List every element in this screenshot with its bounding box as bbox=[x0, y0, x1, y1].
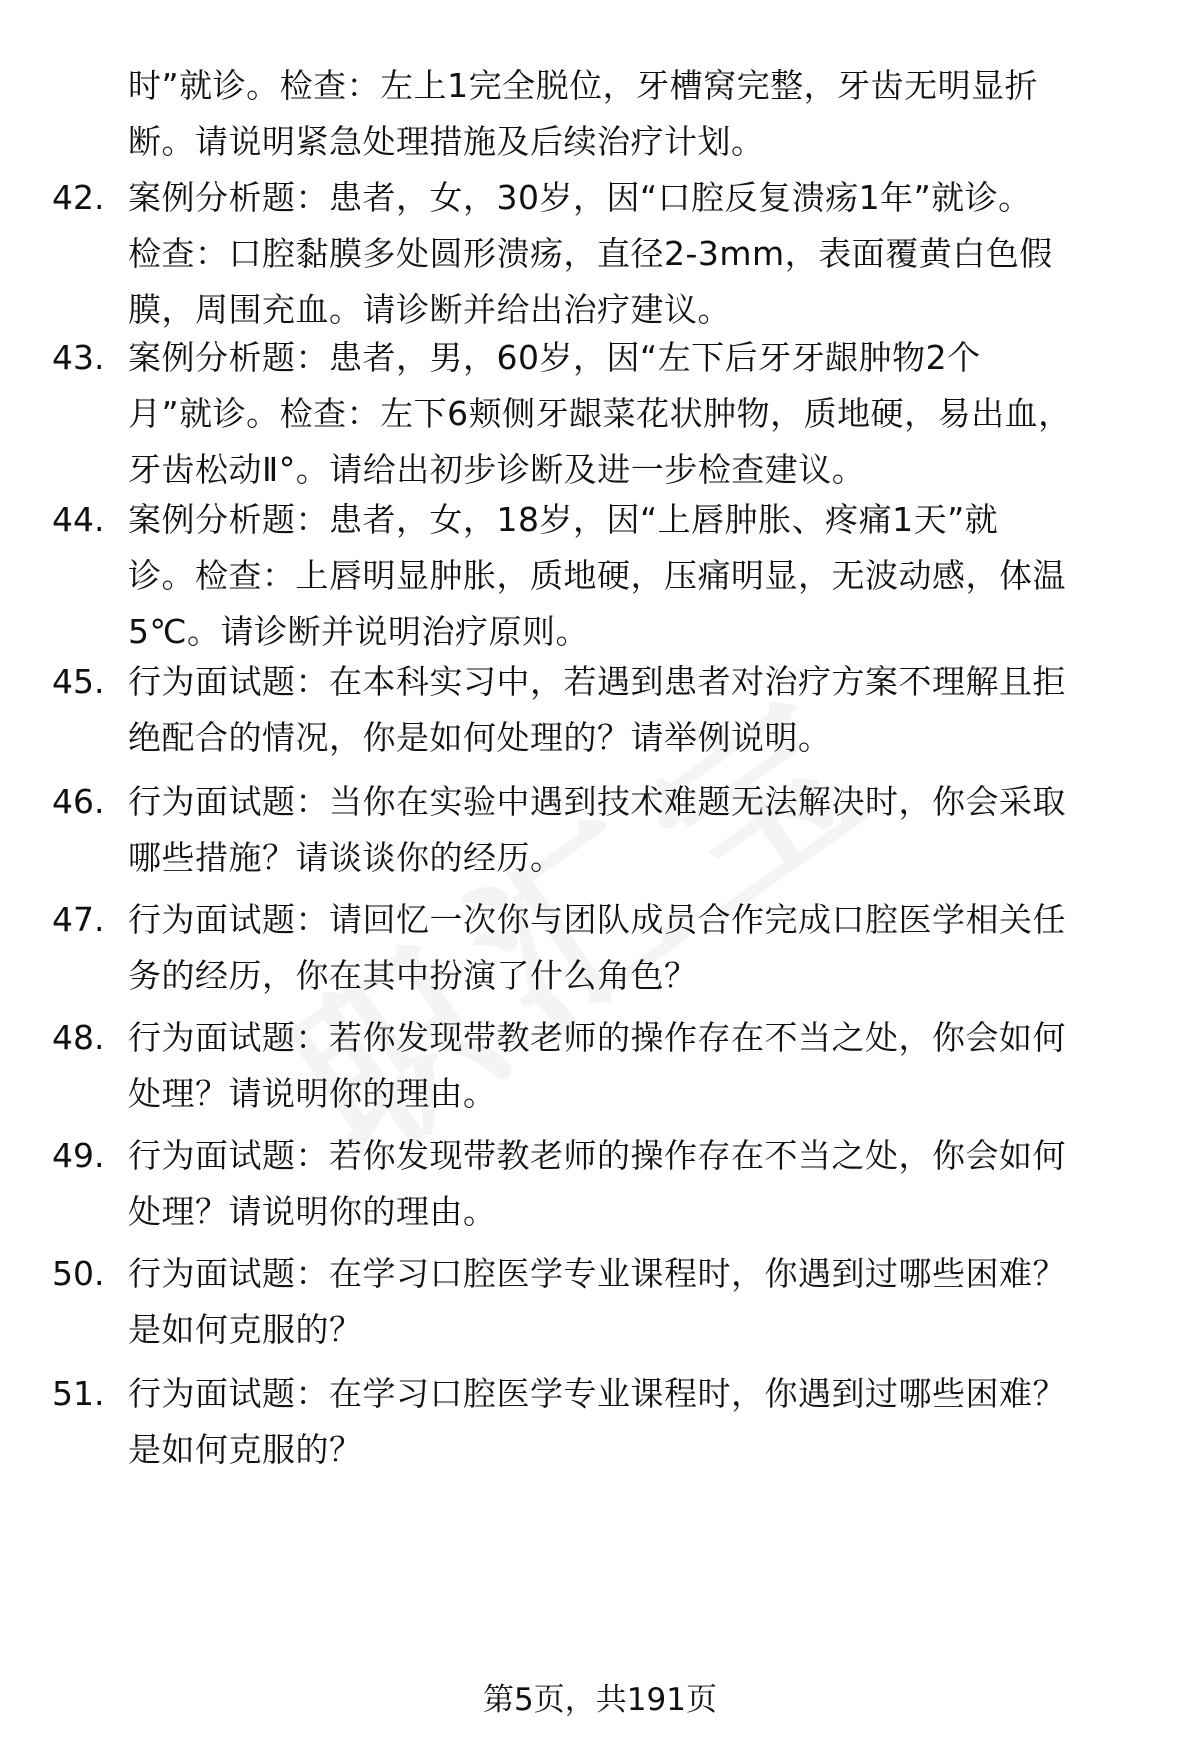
text-line: 行为面试题：在学习口腔医学专业课程时，你遇到过哪些困难？ bbox=[128, 1254, 1066, 1293]
question-number: 48. bbox=[52, 1018, 105, 1057]
text-line: 案例分析题：患者，女，30岁，因“口腔反复溃疡1年”就诊。 bbox=[128, 178, 1032, 217]
text-line: 绝配合的情况，你是如何处理的？请举例说明。 bbox=[128, 718, 832, 757]
question-text bbox=[128, 1366, 1138, 1478]
question-text bbox=[128, 170, 1138, 338]
text-line: 行为面试题：在学习口腔医学专业课程时，你遇到过哪些困难？ bbox=[128, 1374, 1066, 1413]
text-line: 月”就诊。检查：左下6颊侧牙龈菜花状肿物，质地硬，易出血， bbox=[128, 394, 1072, 433]
text-line: 案例分析题：患者，男，60岁，因“左下后牙牙龈肿物2个 bbox=[128, 338, 981, 377]
question-number: 44. bbox=[52, 500, 105, 539]
text-line: 诊。检查：上唇明显肿胀，质地硬，压痛明显，无波动感，体温 bbox=[128, 556, 1066, 595]
text-line: 断。请说明紧急处理措施及后续治疗计划。 bbox=[128, 122, 765, 161]
text-line: 行为面试题：在本科实习中，若遇到患者对治疗方案不理解且拒 bbox=[128, 662, 1066, 701]
text-line: 务的经历，你在其中扮演了什么角色？ bbox=[128, 956, 698, 995]
text-line: 是如何克服的？ bbox=[128, 1430, 363, 1469]
question-number: 50. bbox=[52, 1254, 105, 1293]
text-line: 5℃。请诊断并说明治疗原则。 bbox=[128, 612, 590, 651]
question-text bbox=[128, 1246, 1138, 1358]
text-line: 行为面试题：当你在实验中遇到技术难题无法解决时，你会采取 bbox=[128, 782, 1066, 821]
text-line: 处理？请说明你的理由。 bbox=[128, 1074, 497, 1113]
page-number-footer: 第5页，共191页 bbox=[483, 1682, 717, 1718]
text-line: 膜，周围充血。请诊断并给出治疗建议。 bbox=[128, 290, 731, 329]
question-text bbox=[128, 892, 1138, 1004]
question-number: 46. bbox=[52, 782, 105, 821]
text-line: 行为面试题：若你发现带教老师的操作存在不当之处，你会如何 bbox=[128, 1018, 1066, 1057]
question-text bbox=[128, 1010, 1138, 1122]
question-number: 42. bbox=[52, 178, 105, 217]
text-line: 处理？请说明你的理由。 bbox=[128, 1192, 497, 1231]
text-line: 行为面试题：若你发现带教老师的操作存在不当之处，你会如何 bbox=[128, 1136, 1066, 1175]
question-text bbox=[128, 492, 1138, 660]
question-text bbox=[128, 654, 1138, 766]
question-number: 47. bbox=[52, 900, 105, 939]
question-text bbox=[128, 1128, 1138, 1240]
text-line: 时”就诊。检查：左上1完全脱位，牙槽窝完整，牙齿无明显折 bbox=[128, 66, 1039, 105]
text-line: 牙齿松动Ⅱ°。请给出初步诊断及进一步检查建议。 bbox=[128, 450, 866, 489]
question-text bbox=[128, 330, 1138, 498]
question-number: 43. bbox=[52, 338, 105, 377]
question-number: 49. bbox=[52, 1136, 105, 1175]
text-line: 行为面试题：请回忆一次你与团队成员合作完成口腔医学相关任 bbox=[128, 900, 1066, 939]
text-line: 是如何克服的？ bbox=[128, 1310, 363, 1349]
continued-question-text bbox=[128, 58, 1138, 170]
question-number: 51. bbox=[52, 1374, 105, 1413]
text-line: 检查：口腔黏膜多处圆形溃疡，直径2-3mm，表面覆黄白色假 bbox=[128, 234, 1053, 273]
question-number: 45. bbox=[52, 662, 105, 701]
question-text bbox=[128, 774, 1138, 886]
text-line: 哪些措施？请谈谈你的经历。 bbox=[128, 838, 564, 877]
text-line: 案例分析题：患者，女，18岁，因“上唇肿胀、疼痛1天”就 bbox=[128, 500, 999, 539]
